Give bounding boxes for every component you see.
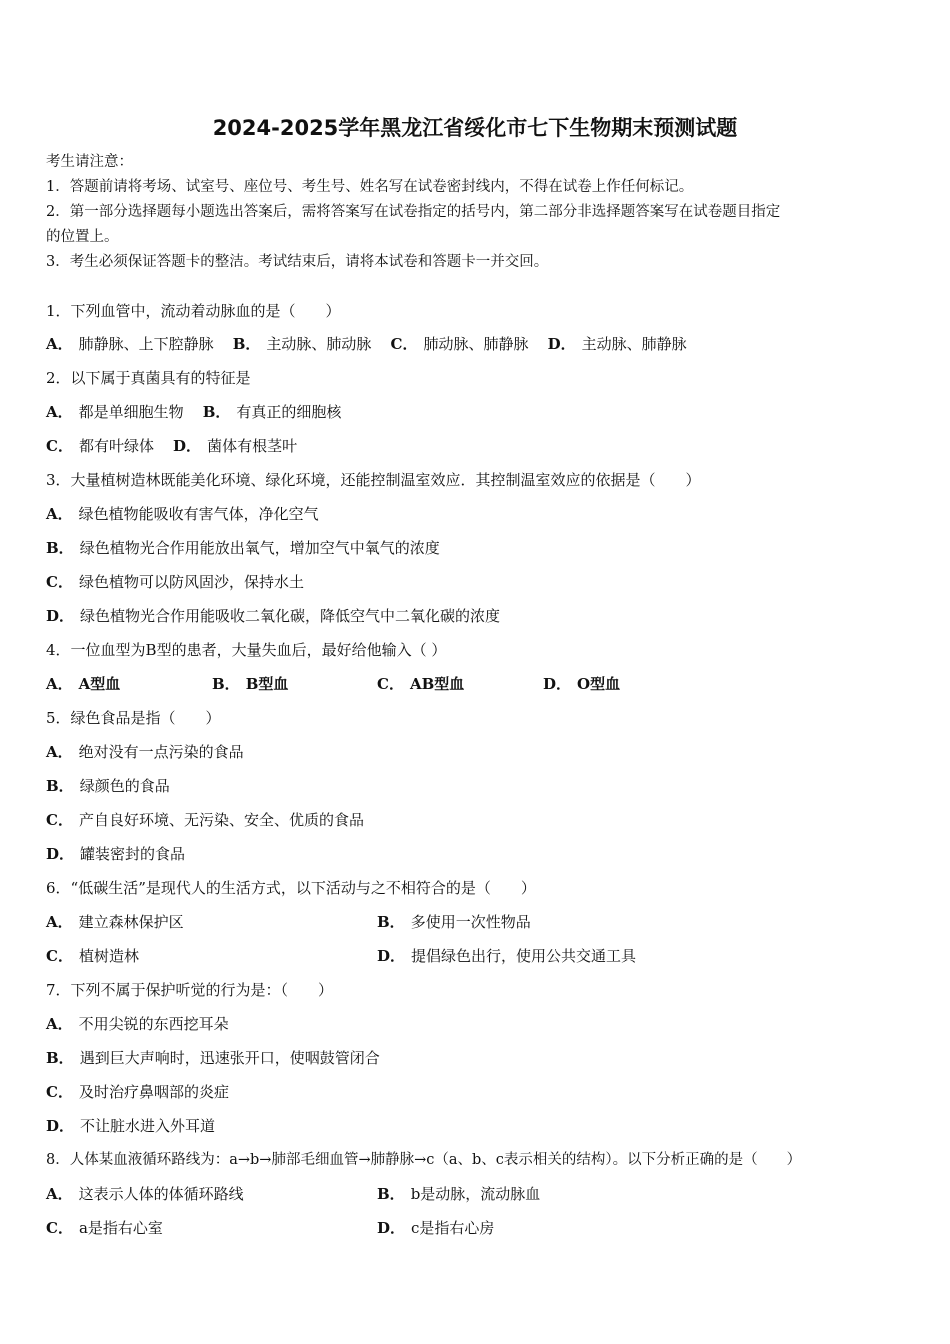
notice-heading: 考生请注意： [46, 154, 133, 170]
option-text: 不用尖锐的东西挖耳朵 [78, 1015, 229, 1033]
option-text: 多使用一次性物品 [410, 913, 531, 931]
notice-item: 的位置上。 [46, 229, 119, 245]
option-label: B． [377, 1185, 405, 1203]
option-label: C． [46, 1219, 73, 1237]
question-stem: 4．一位血型为B型的患者，大量失血后，最好给他输入（ ） [46, 641, 447, 659]
question-stem: 6．“低碳生活”是现代人的生活方式，以下活动与之不相符合的是（ ） [46, 879, 536, 897]
question-stem: 1．下列血管中，流动着动脉血的是（ ） [46, 302, 341, 320]
option-row [46, 504, 319, 524]
option-text: 建立森林保护区 [78, 913, 184, 931]
option-label: D． [543, 675, 572, 693]
option-text: 这表示人体的体循环路线 [78, 1185, 244, 1203]
option-text: 产自良好环境、无污染、安全、优质的食品 [78, 811, 364, 829]
question-stem: 5．绿色食品是指（ ） [46, 709, 221, 727]
option-label: D． [377, 1219, 406, 1237]
option-text: 菌体有根茎叶 [207, 437, 298, 455]
option-text: B型血 [245, 675, 289, 693]
option [543, 674, 620, 694]
option-label: A． [46, 743, 73, 761]
question-stem: 2．以下属于真菌具有的特征是 [46, 369, 251, 387]
option-text: 不让脏水进入外耳道 [80, 1117, 216, 1135]
option-row [46, 742, 244, 762]
option-label: D． [377, 947, 406, 965]
notice-item: 3．考生必须保证答题卡的整洁。考试结束后，请将本试卷和答题卡一并交回。 [46, 254, 549, 270]
notice-item: 2．第一部分选择题每小题选出答案后，需将答案写在试卷指定的括号内，第二部分非选择题答案写在试卷题目指定 [46, 204, 781, 220]
option-text: AB型血 [409, 675, 465, 693]
option-label: B． [212, 675, 240, 693]
option-label: C． [46, 437, 73, 455]
option-text: a是指右心室 [78, 1219, 163, 1237]
option-label: B． [46, 777, 74, 795]
option-row [46, 334, 687, 354]
option [377, 912, 531, 932]
option-label: B． [46, 539, 74, 557]
option-label: A． [46, 403, 73, 421]
option-text: 绿颜色的食品 [79, 777, 170, 795]
question-stem: 7．下列不属于保护听觉的行为是：（ ） [46, 981, 334, 999]
option-label: C． [377, 675, 404, 693]
option [46, 912, 184, 932]
option-label: A． [46, 505, 73, 523]
option-row [46, 1082, 229, 1102]
option-row [46, 572, 304, 592]
option-label: A． [46, 913, 73, 931]
option [377, 674, 464, 694]
option-text: 绿色植物能吸收有害气体，净化空气 [78, 505, 319, 523]
option-row [46, 844, 185, 864]
option [46, 1218, 163, 1238]
option-text: 主动脉、肺静脉 [581, 335, 687, 353]
option-label: C． [46, 811, 73, 829]
option-row [46, 810, 364, 830]
option-text: 提倡绿色出行，使用公共交通工具 [411, 947, 637, 965]
option-row [46, 538, 440, 558]
option-text: b是动脉，流动脉血 [410, 1185, 541, 1203]
option-label: A． [46, 1015, 73, 1033]
option-text: 肺动脉、肺静脉 [423, 335, 529, 353]
option [377, 1218, 494, 1238]
option-text: 主动脉、肺动脉 [266, 335, 372, 353]
option-row [46, 1048, 380, 1068]
option-row [46, 776, 170, 796]
option-label: B． [202, 403, 231, 421]
option-label: B． [377, 913, 405, 931]
option-label: D． [547, 335, 576, 353]
option-text: 罐装密封的食品 [80, 845, 186, 863]
option-label: C． [46, 1083, 73, 1101]
option-label: D． [46, 607, 75, 625]
option [46, 674, 120, 694]
option [377, 946, 636, 966]
option-text: c是指右心房 [411, 1219, 495, 1237]
option-label: C． [46, 947, 73, 965]
option-text: 肺静脉、上下腔静脉 [78, 335, 214, 353]
option-text: 绝对没有一点污染的食品 [78, 743, 244, 761]
option-label: D． [46, 1117, 75, 1135]
option-text: O型血 [577, 675, 621, 693]
option-row [46, 402, 341, 422]
option-row [46, 1014, 229, 1034]
option [46, 1184, 244, 1204]
option-label: A． [46, 335, 73, 353]
option-label: B． [46, 1049, 74, 1067]
option-label: C． [46, 573, 73, 591]
option-label: B． [232, 335, 261, 353]
option [377, 1184, 540, 1204]
option [212, 674, 288, 694]
option-text: 绿色植物可以防风固沙，保持水土 [78, 573, 304, 591]
option-text: 有真正的细胞核 [236, 403, 342, 421]
option-label: A． [46, 1185, 73, 1203]
option [46, 946, 139, 966]
question-stem: 3．大量植树造林既能美化环境、绿化环境，还能控制温室效应．其控制温室效应的依据是（ ） [46, 471, 701, 489]
page-title: 2024-2025学年黑龙江省绥化市七下生物期末预测试题 [212, 116, 738, 140]
option-text: 植树造林 [78, 947, 139, 965]
option-label: D． [46, 845, 75, 863]
question-stem: 8．人体某血液循环路线为：a→b→肺部毛细血管→肺静脉→c（a、b、c表示相关的结构）。以下分析正确的是（ ） [46, 1152, 802, 1168]
option-text: 及时治疗鼻咽部的炎症 [78, 1083, 229, 1101]
option-text: 绿色植物光合作用能吸收二氧化碳，降低空气中二氧化碳的浓度 [80, 607, 501, 625]
option-label: A． [46, 675, 73, 693]
notice-item: 1．答题前请将考场、试室号、座位号、考生号、姓名写在试卷密封线内，不得在试卷上作任何标记。 [46, 179, 694, 195]
option-text: A型血 [78, 675, 121, 693]
option-text: 绿色植物光合作用能放出氧气，增加空气中氧气的浓度 [79, 539, 440, 557]
option-row [46, 606, 500, 626]
option-text: 都是单细胞生物 [78, 403, 184, 421]
option-row [46, 1116, 215, 1136]
option-text: 遇到巨大声响时，迅速张开口，使咽鼓管闭合 [79, 1049, 380, 1067]
option-label: C． [390, 335, 418, 353]
option-text: 都有叶绿体 [78, 437, 154, 455]
option-label: D． [173, 437, 202, 455]
option-row [46, 436, 297, 456]
